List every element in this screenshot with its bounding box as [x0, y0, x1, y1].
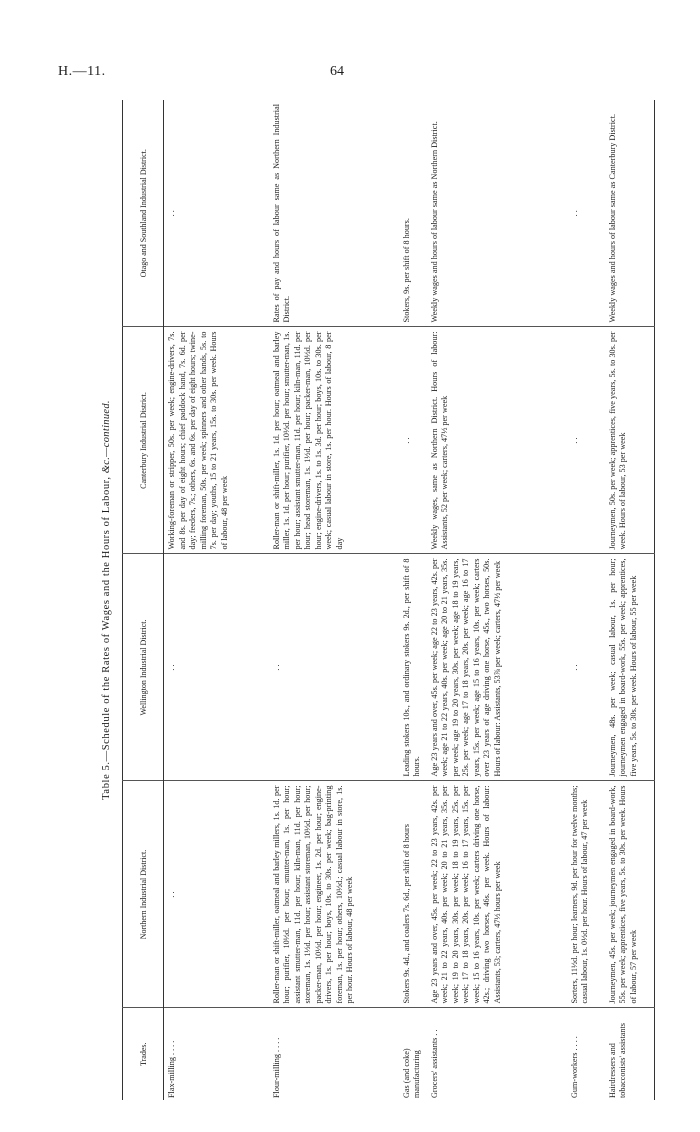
northern-cell: Age 23 years and over, 45s. per week; 22 to 23 years, 42s. per week; 21 to 22 years, 40s. per week; 20 to 21 years, 35s. per week; 19 to 20 years, 30s. per week; 18 to 19 years, 25s. per week; 17 to 18 years, 20s. per week; 16 to 17 years, 15s. per week; 15 to 16 years, 10s. per week; carters driving one horse, 42s.; driving two horses, 46s. per week. Hours of labour: Assistants, 53; carters, 47½ hours per week — [427, 781, 567, 1008]
otago-cell: . . — [567, 100, 605, 327]
otago-cell: Stokers, 9s. per shift of 8 hours. — [399, 100, 427, 327]
wages-schedule-table — [122, 100, 655, 1100]
report-reference: H.—11. — [58, 64, 106, 79]
canterbury-cell: Roller-man or shift-miller, 1s. 1d. per hour; oatmeal and barley miller, 1s. 1d. per hour; purifier, 10½d. per hour; smutter-man, 1s. per hour; assistant smutter-man, 11d. per hour; kiln-man, 11d. per hour; head storeman, 1s. 1½d. per hour; packer-man, 10½d. per hour; engine-drivers, 1s. to 1s. 3d. per hour; boys, 10s. to 30s. per week; casual labour in store, 1s. per hour. Hours of labour, 8 per day — [269, 327, 399, 554]
table-header-row — [123, 100, 164, 1100]
otago-cell: Weekly wages and hours of labour same as Northern District. — [427, 100, 567, 327]
canterbury-cell: . . — [399, 327, 427, 554]
canterbury-cell: . . — [567, 327, 605, 554]
trade-cell: Flax-milling . . . . — [167, 1040, 176, 1098]
otago-cell: Rates of pay and hours of labour same as Northern Industrial District. — [269, 100, 399, 327]
page-number: 64 — [330, 64, 344, 79]
wellington-cell: . . — [567, 554, 605, 781]
northern-cell: Stokers 9s. 4d., and coalers 7s. 6d., per shift of 8 hours — [399, 781, 427, 1008]
table-row-gum-workers — [567, 100, 605, 1100]
table-row-hairdressers — [605, 100, 655, 1100]
table-row-flax-milling — [164, 100, 269, 1100]
trade-cell: Gum-workers . . . . — [569, 1036, 579, 1098]
caption-main: Table 5.—Schedule of the Rates of Wages and the Hours of Labour, — [101, 473, 112, 800]
northern-cell: Journeymen, 45s. per week; journeymen engaged in board-work, 55s. per week; apprentices, five years, 5s. to 30s. per week. Hours of labour, 57 per week — [605, 781, 655, 1008]
otago-cell: . . — [164, 100, 269, 327]
table-row-grocers-assistants — [427, 100, 567, 1100]
canterbury-cell: Journeymen, 50s. per week; apprentices, five years, 5s. to 30s. per week. Hours of labour, 53 per week — [605, 327, 655, 554]
table-row-flour-milling — [269, 100, 399, 1100]
column-header-northern: Northern Industrial District. — [123, 781, 164, 1008]
northern-cell: . . — [164, 781, 269, 1008]
wellington-cell: Age 23 years and over, 45s. per week; age 22 to 23 years, 42s. per week; age 21 to 22 years, 40s. per week; age 20 to 21 years, 35s. per week; age 19 to 20 years, 30s. per week; age 18 to 19 years, 25s. per week; age 17 to 18 years, 20s. per week; age 16 to 17 years, 15s. per week; age 15 to 16 years, 10s. per week; carters over 23 years of age driving one horse, 45s., two horses, 50s. Hours of labour: Assistants, 53⅞ per week; carters, 47½ per week — [427, 554, 567, 781]
wellington-cell: . . — [164, 554, 269, 781]
canterbury-cell: Weekly wages, same as Northern District. Hours of labour: Assistants, 52 per week; carters, 47½ per week — [427, 327, 567, 554]
column-header-trades: Trades. — [123, 1008, 164, 1100]
wellington-cell: Journeymen, 48s. per week; casual labour, 1s. per hour; journeymen engaged in board-work, 55s. per week; apprentices, five years, 5s. to 30s. per week. Hours of labour, 55 per week — [605, 554, 655, 781]
canterbury-cell: Working-foreman or stripper, 50s. per week; engine-drivers, 7s. and 8s. per day of eight hours; chief paddock hand, 7s. 6d. per day; feeders, 7s.; others, 6s. and 6s. per day of eight hours; twine-milling foreman, 50s. per week; spinners and other hands, 5s. to 7s. per day; youths, 15 to 21 years, 15s. to 30s. per week. Hours of labour, 48 per week — [164, 327, 269, 554]
trade-cell: Gas (and coke) manufacturing — [401, 1048, 421, 1098]
column-header-wellington: Wellington Industrial District. — [123, 554, 164, 781]
table-caption — [92, 100, 122, 1100]
column-header-otago: Otago and Southland Industrial District. — [123, 100, 164, 327]
caption-continued: &c.—continued. — [101, 400, 112, 474]
otago-cell: Weekly wages and hours of labour same as Canterbury District. — [605, 100, 655, 327]
northern-cell: Sorters, 11½d. per hour; learners, 9d. per hour for twelve months; casual labour, 1s. 0½d. per hour. Hours of labour, 47 per week — [567, 781, 605, 1008]
column-header-canterbury: Canterbury Industrial District. — [123, 327, 164, 554]
wellington-cell: . . — [269, 554, 399, 781]
trade-cell: Flour-milling . . . . — [271, 1037, 281, 1098]
table-row-gas-manufacturing — [399, 100, 427, 1100]
rotated-table-region — [92, 100, 688, 1100]
northern-cell: Roller-man or shift-miller, oatmeal and barley millers, 1s. 1d. per hour; purifier, 10½d. per hour; smutter-man, 1s. per hour; assistant smutter-man, 11d. per hour; kiln-man, 11d. per hour; storeman, 1s. 1½d. per hour; assistant storeman, 10½d. per hour; packer-man, 10½d. per hour; engineer, 1s. 2d. per hour; engine-drivers, 1s. per hour; boys, 10s. to 30s. per week; bag-printing foreman, 1s. per hour; others, 10½d.; casual labour in store, 1s. per hour. Hours of labour, 48 per week — [269, 781, 399, 1008]
trade-cell: Grocers' assistants . . — [429, 1029, 439, 1098]
wellington-cell: Leading stokers 10s., and ordinary stokers 9s. 2d., per shift of 8 hours. — [399, 554, 427, 781]
trade-cell: Hairdressers and tobacconists' assistants — [607, 1023, 627, 1098]
